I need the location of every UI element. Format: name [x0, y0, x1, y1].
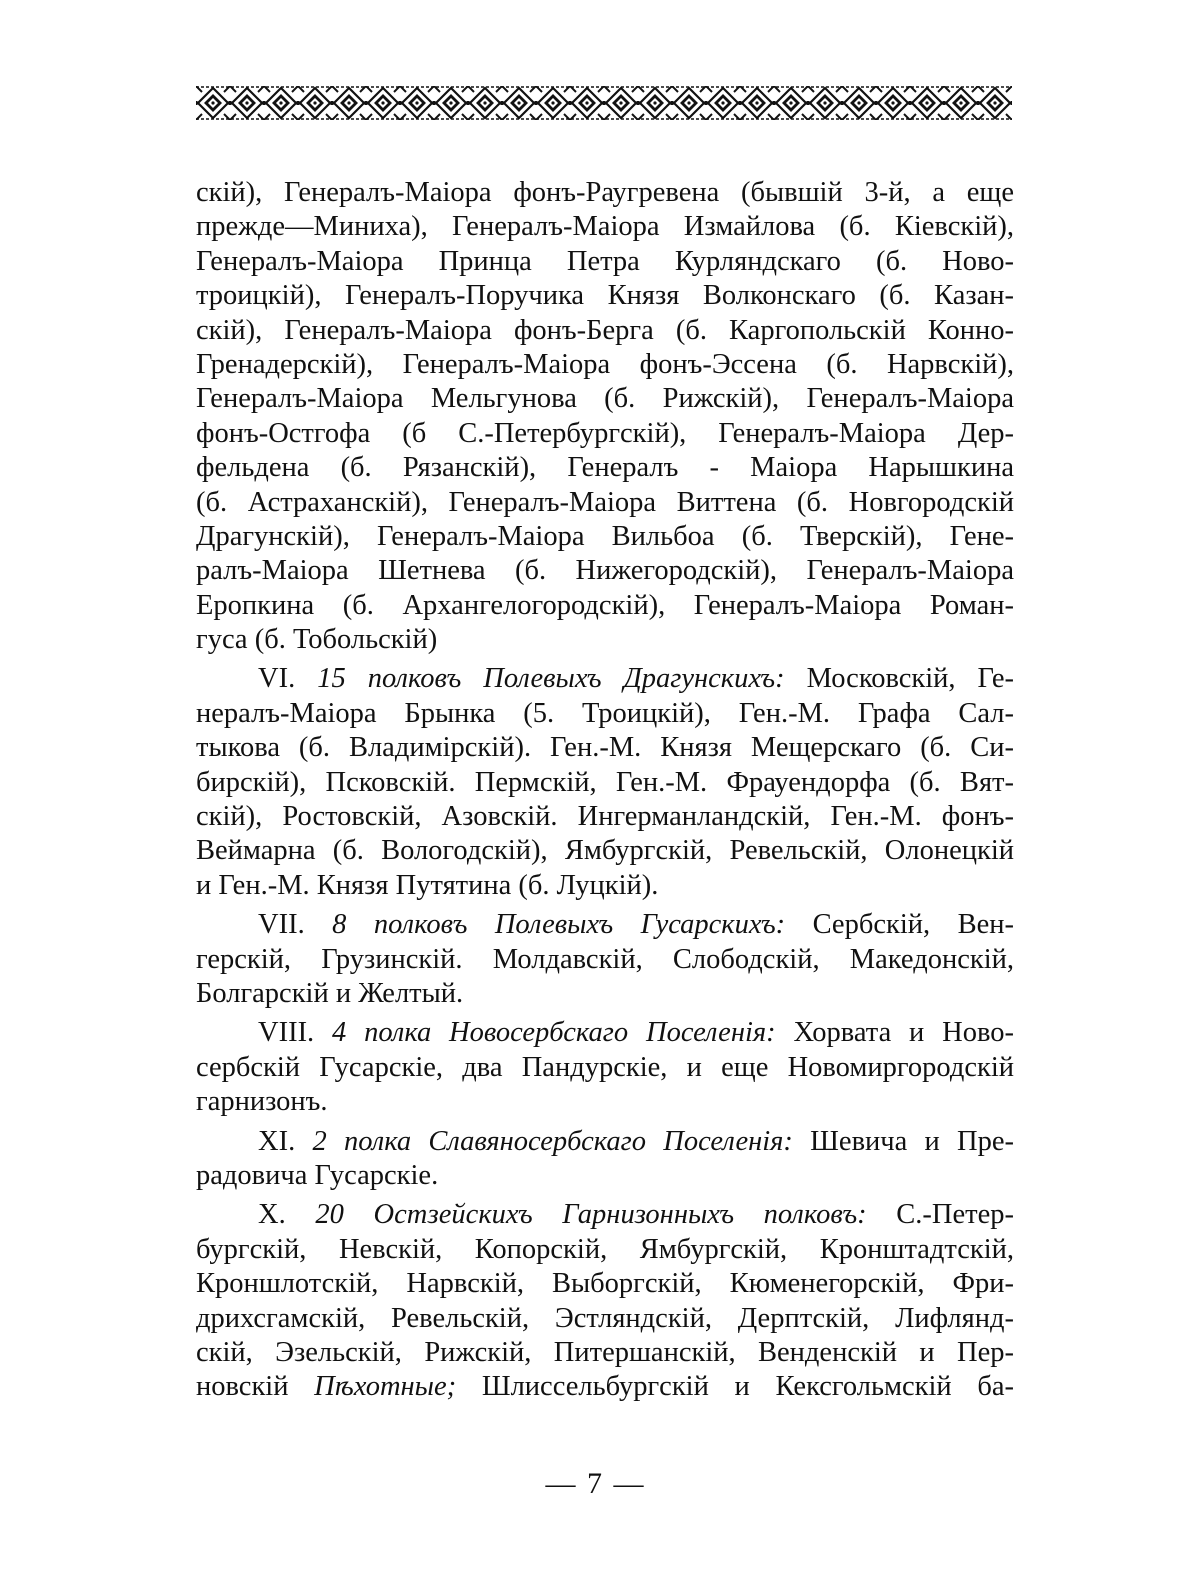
text-segment: гарнизонъ.	[196, 1086, 328, 1118]
italic-heading-text: 4 полка Новосербскаго Поселенія:	[332, 1017, 776, 1049]
text-line	[196, 662, 1014, 696]
text-segment: Кроншлотскій, Нарвскій, Выборгскій, Кюменегорскій, Фри-	[196, 1268, 1014, 1300]
text-line	[196, 766, 1014, 800]
text-segment: нералъ-Маіора Брынка (5. Троицкій), Ген.-М. Графа Сал-	[196, 697, 1014, 729]
text-line	[196, 1267, 1014, 1301]
text-segment: VII.	[258, 909, 333, 941]
text-line	[196, 279, 1014, 313]
text-segment: VIII.	[258, 1017, 333, 1049]
text-line	[196, 697, 1014, 731]
text-segment: Сербскій, Вен-	[785, 909, 1014, 941]
text-segment: гуса (б. Тобольскій)	[196, 624, 438, 656]
text-segment: ралъ-Маіора Шетнева (б. Нижегородскій), Генералъ-Маіора	[196, 555, 1014, 587]
italic-heading-text: 20 Остзейскихъ Гарнизонныхъ полковъ:	[315, 1199, 867, 1231]
text-line	[196, 623, 1014, 657]
text-segment: бургскій, Невскій, Копорскій, Ямбургскій, Кронштадтскій,	[196, 1233, 1014, 1265]
text-line	[196, 314, 1014, 348]
text-line	[196, 731, 1014, 765]
text-line	[196, 1125, 1014, 1159]
italic-heading-text: 15 полковъ Полевыхъ Драгунскихъ:	[317, 663, 785, 695]
text-segment: Веймарна (б. Вологодскій), Ямбургскій, Ревельскій, Олонецкій	[196, 835, 1014, 867]
italic-heading-text: 2 полка Славяносербскаго Поселенія:	[312, 1125, 793, 1157]
text-line	[196, 382, 1014, 416]
text-line	[196, 417, 1014, 451]
text-line	[196, 245, 1014, 279]
text-segment: Московскій, Ге-	[784, 663, 1015, 695]
text-line	[196, 977, 1014, 1011]
text-segment: Гренадерскій), Генералъ-Маіора фонъ-Эссена (б. Нарвскій),	[196, 348, 1014, 380]
text-segment: радовича Гусарскіе.	[196, 1159, 439, 1191]
text-line	[196, 943, 1014, 977]
text-segment: дрихсгамскій, Ревельскій, Эстляндскій, Дерптскій, Лифлянд-	[196, 1302, 1014, 1334]
text-line	[196, 1085, 1014, 1119]
text-segment: скій), Ростовскій, Азовскій. Ингерманландскій, Ген.-М. фонъ-	[196, 801, 1014, 833]
text-segment: Шлиссельбургскій и Кексгольмскій ба-	[456, 1371, 1014, 1403]
text-line	[196, 451, 1014, 485]
text-line	[196, 1370, 1014, 1404]
text-line	[196, 176, 1014, 210]
text-segment: новскій	[196, 1371, 315, 1403]
text-segment: и Ген.-М. Князя Путятина (б. Луцкій).	[196, 869, 659, 901]
text-line	[196, 1051, 1014, 1085]
text-segment: прежде—Миниха), Генералъ-Маіора Измайлова (б. Кіевскій),	[196, 211, 1014, 243]
italic-heading-text: 8 полковъ Полевыхъ Гусарскихъ:	[332, 909, 786, 941]
text-line	[196, 1336, 1014, 1370]
text-line	[196, 348, 1014, 382]
text-segment: С.-Петер-	[866, 1199, 1014, 1231]
text-segment: Драгунскій), Генералъ-Маіора Вильбоа (б. Тверскій), Гене-	[196, 520, 1014, 552]
text-segment: сербскій Гусарскіе, два Пандурскіе, и еще Новомиргородскій	[196, 1051, 1014, 1083]
decorative-border-ornament	[196, 86, 1012, 120]
text-line	[196, 1159, 1014, 1193]
text-line	[196, 1016, 1014, 1050]
text-line	[196, 800, 1014, 834]
text-line	[196, 834, 1014, 868]
text-line	[196, 1198, 1014, 1232]
text-line	[196, 869, 1014, 903]
italic-heading-text: Пѣхотные;	[314, 1371, 457, 1403]
text-segment: скій), Генералъ-Маіора фонъ-Раугревена (бывшій 3-й, а еще	[196, 177, 1014, 208]
text-segment: XI.	[258, 1125, 313, 1157]
text-segment: троицкій), Генералъ-Поручика Князя Волконскаго (б. Казан-	[196, 280, 1014, 312]
text-segment: (б. Астраханскій), Генералъ-Маіора Виттена (б. Новгородскій	[196, 486, 1014, 518]
text-segment: VI.	[258, 663, 318, 695]
text-segment: фельдена (б. Рязанскій), Генералъ - Маіора Нарышкина	[196, 452, 1014, 484]
text-segment: скій), Генералъ-Маіора фонъ-Берга (б. Каргопольскій Конно-	[196, 314, 1014, 346]
text-segment: бирскій), Псковскій. Пермскій, Ген.-М. Фрауендорфа (б. Вят-	[196, 766, 1014, 798]
text-line	[196, 554, 1014, 588]
text-line	[196, 908, 1014, 942]
text-segment: X.	[258, 1199, 316, 1231]
text-line	[196, 210, 1014, 244]
page-number: — 7 —	[545, 1467, 646, 1500]
body-text	[196, 176, 1014, 1405]
text-segment: Генералъ-Маіора Мельгунова (б. Рижскій), Генералъ-Маіора	[196, 383, 1014, 415]
text-segment: Шевича и Пре-	[792, 1125, 1014, 1157]
text-segment: тыкова (б. Владимірскій). Ген.-М. Князя Мещерскаго (б. Си-	[196, 732, 1014, 764]
text-segment: фонъ-Остгофа (б С.-Петербургскій), Генералъ-Маіора Дер-	[196, 417, 1014, 449]
text-segment: Болгарскій и Желтый.	[196, 977, 464, 1009]
text-segment: Генералъ-Маіора Принца Петра Курляндскаго (б. Ново-	[196, 245, 1014, 277]
text-segment: Хорвата и Ново-	[775, 1017, 1014, 1049]
text-segment: Еропкина (б. Архангелогородскій), Генералъ-Маіора Роман-	[196, 589, 1014, 621]
text-line	[196, 1233, 1014, 1267]
text-line	[196, 486, 1014, 520]
text-segment: герскій, Грузинскій. Молдавскій, Слободскій, Македонскій,	[196, 943, 1014, 975]
text-line	[196, 1302, 1014, 1336]
text-line	[196, 520, 1014, 554]
text-line	[196, 589, 1014, 623]
text-segment: скій, Эзельскій, Рижскій, Питершанскій, Венденскій и Пер-	[196, 1336, 1014, 1368]
